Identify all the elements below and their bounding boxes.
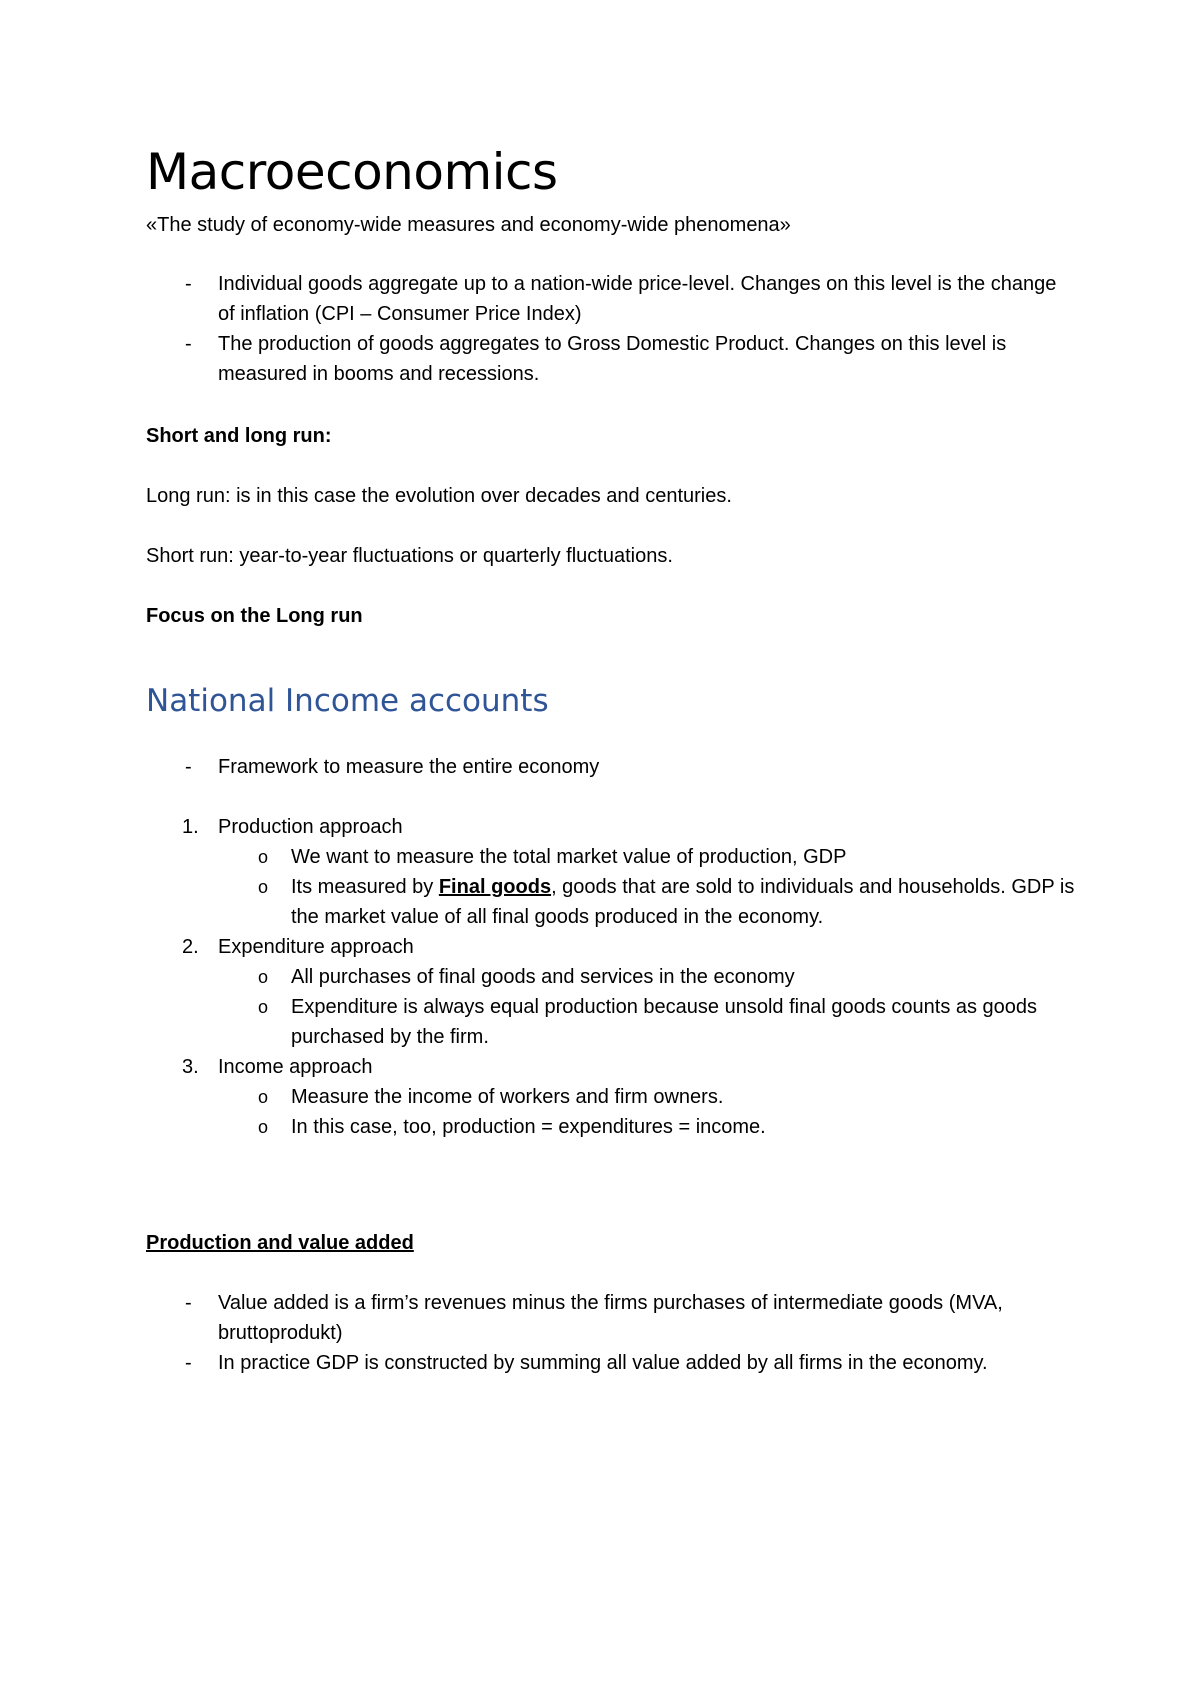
list-item-text: Framework to measure the entire economy bbox=[218, 756, 600, 778]
list-item bbox=[146, 752, 1076, 782]
sub-list-item bbox=[146, 842, 1076, 872]
dash-marker: - bbox=[185, 1352, 192, 1374]
sub-list-item bbox=[146, 992, 1076, 1052]
list-item bbox=[146, 269, 1076, 329]
section-heading-production-value-added: Production and value added bbox=[146, 1232, 414, 1254]
short-run-text: Short run: year-to-year fluctuations or quarterly fluctuations. bbox=[146, 545, 673, 567]
focus-text: Focus on the Long run bbox=[146, 605, 363, 627]
sub-list-item bbox=[146, 872, 1076, 932]
approach-label: Expenditure approach bbox=[218, 936, 414, 958]
list-item-text: Individual goods aggregate up to a nation-wide price-level. Changes on this level is the change of inflation (CPI – Consumer Price Index) bbox=[218, 273, 1057, 325]
approach-item-expenditure bbox=[146, 932, 1076, 962]
circle-bullet-marker: o bbox=[258, 997, 269, 1017]
value-added-list bbox=[146, 1288, 1076, 1378]
dash-marker: - bbox=[185, 273, 192, 295]
intro-bullet-list bbox=[146, 269, 1076, 389]
long-run-text: Long run: is in this case the evolution over decades and centuries. bbox=[146, 485, 732, 507]
sub-list-item bbox=[146, 1082, 1076, 1112]
approach-label: Production approach bbox=[218, 816, 403, 838]
list-item-text: In practice GDP is constructed by summing all value added by all firms in the economy. bbox=[218, 1352, 988, 1374]
approach-label: Income approach bbox=[218, 1056, 373, 1078]
approach-item-income bbox=[146, 1052, 1076, 1082]
list-item bbox=[146, 1348, 1076, 1378]
section-heading-national-income: National Income accounts bbox=[146, 683, 549, 719]
list-item-text: Value added is a firm’s revenues minus the firms purchases of intermediate goods (MVA, bruttoprodukt) bbox=[218, 1292, 1003, 1344]
list-number: 1. bbox=[182, 816, 199, 838]
page-title: Macroeconomics bbox=[146, 143, 558, 201]
subtitle-quote: «The study of economy-wide measures and economy-wide phenomena» bbox=[146, 214, 791, 236]
dash-marker: - bbox=[185, 756, 192, 778]
list-number: 2. bbox=[182, 936, 199, 958]
circle-bullet-marker: o bbox=[258, 1117, 269, 1137]
sub-item-text: Expenditure is always equal production because unsold final goods counts as goods purchased by the firm. bbox=[291, 996, 1038, 1048]
final-goods-emphasis: Final goods bbox=[438, 876, 552, 898]
list-item bbox=[146, 329, 1076, 389]
dash-marker: - bbox=[185, 1292, 192, 1314]
sub-item-text: We want to measure the total market value of production, GDP bbox=[291, 846, 847, 868]
circle-bullet-marker: o bbox=[258, 1087, 269, 1107]
circle-bullet-marker: o bbox=[258, 847, 269, 867]
sub-list-item bbox=[146, 1112, 1076, 1142]
short-long-heading: Short and long run: bbox=[146, 425, 332, 447]
national-income-list bbox=[146, 752, 1076, 1142]
sub-list-item bbox=[146, 962, 1076, 992]
list-item bbox=[146, 1288, 1076, 1348]
sub-item-text-post: , goods that are sold to individuals and households. GDP is the market value of all final goods produced in the economy. bbox=[291, 876, 1075, 928]
sub-item-text: All purchases of final goods and services in the economy bbox=[291, 966, 795, 988]
circle-bullet-marker: o bbox=[258, 967, 269, 987]
sub-item-text: Measure the income of workers and firm owners. bbox=[291, 1086, 724, 1108]
dash-marker: - bbox=[185, 333, 192, 355]
sub-item-text-pre: Its measured by bbox=[291, 876, 439, 898]
approach-item-production bbox=[146, 812, 1076, 842]
list-number: 3. bbox=[182, 1056, 199, 1078]
circle-bullet-marker: o bbox=[258, 877, 269, 897]
list-item-text: The production of goods aggregates to Gross Domestic Product. Changes on this level is measured in booms and recessions. bbox=[218, 333, 1007, 385]
sub-item-text: In this case, too, production = expenditures = income. bbox=[291, 1116, 766, 1138]
